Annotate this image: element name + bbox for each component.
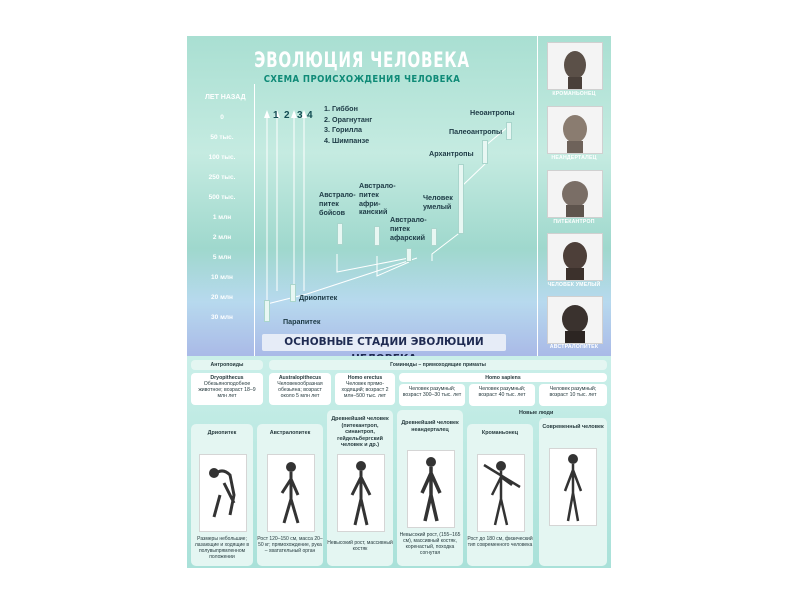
label-line: афри- [359,198,381,208]
portrait-caption: КРОМАНЬОНЕЦ [552,91,596,97]
time-tick: 500 тыс. [208,194,236,201]
africanus-label [359,182,396,217]
figure-image [199,454,247,532]
time-tick: 250 тыс. [208,174,236,181]
label-line: бойсов [319,207,346,217]
neanderthal-portrait [547,106,603,154]
column-title: Дриопитек [207,430,237,436]
portrait-caption: ЧЕЛОВЕК УМЕЛЫЙ [547,282,601,288]
homo-habilis-bar [431,228,437,246]
australopithecus-robustus-bar [337,223,343,245]
evolution-diagram [187,36,537,356]
homo-sapiens-header: Homo sapiens [399,373,607,382]
figure-image [267,454,315,532]
primate-number: 1 [273,110,279,121]
column-desc: Размеры небольшие; лазающие и ходящие в полувыпрямленном положении [194,536,250,560]
primate-number: 2 [284,110,290,121]
dryopithecus-stage [191,373,263,405]
time-tick: 5 млн [212,254,232,261]
stage-desc: Человек прямо-ходящий; возраст 2 млн–500 тыс. лет [341,381,389,399]
afarensis-label [390,216,427,242]
portrait-caption: АВСТРАЛОПИТЕК [549,344,599,350]
time-tick: 30 млн [211,314,233,321]
stage-name: Homo erectus [347,375,383,381]
homo-habilis-portrait [547,233,603,281]
column-desc: Невысокий рост, массивный костяк [327,540,393,552]
divider [537,36,538,356]
label-line: питек [390,223,410,233]
homo-habilis-label [423,194,453,212]
head-icon [548,107,602,153]
figure-image [407,450,455,528]
stage-column [397,410,463,566]
column-title: Современный человек [542,424,604,430]
stage-name: Dryopithecus [210,375,244,381]
australopithecus-figure-icon [268,455,314,531]
legend-item: 2. Орагнутанг [324,114,373,124]
archanthropes-bar [458,164,464,234]
portrait-caption: НЕАНДЕРТАЛЕЦ [551,155,597,161]
stage-column [257,424,323,566]
label-line: питек [359,189,379,199]
label-line: Человек [423,193,453,202]
column-title: Древнейший человек неандерталец [401,420,459,433]
sapiens-substage: Человек разумный; возраст 10 тыс. лет [539,384,607,406]
new-people-label: Новые люди [519,410,554,416]
column-desc: Рост 120–150 см, масса 20–50 кг; прямохождение, рука – хватательный орган [257,536,323,554]
homo-erectus-figure-icon [338,455,384,531]
stage-desc: Обезьяноподобное животное; возраст 18–9 млн лет [198,381,256,399]
ape-figure-icon [200,455,246,531]
legend-item: 3. Горилла [324,125,363,134]
column-desc: Рост до 180 см, физический тип современного человека [467,536,533,548]
cromagnon-figure-icon [478,455,524,531]
column-title: Австралопитек [269,430,311,436]
dryopithecus-label: Дриопитек [299,293,338,302]
neoanthropes-bar [506,122,512,140]
time-tick: 50 тыс. [210,134,234,141]
column-title: Древнейший человек (питекантроп, синантроп, гейдельбергский человек и др.) [331,416,389,448]
stage-column [539,418,607,566]
head-icon [548,171,602,217]
sapiens-substage: Человек разумный; возраст 300–30 тыс. лет [399,384,465,406]
label-line: питек [319,198,339,208]
sapiens-substage: Человек разумный; возраст 40 тыс. лет [469,384,535,406]
label-line: афарский [390,232,426,242]
stage-name: Australopithecus [278,375,322,381]
cromagnon-portrait [547,42,603,90]
time-tick: 10 млн [211,274,233,281]
label-line: Австрало- [359,181,396,190]
pithecanthropus-portrait [547,170,603,218]
evolution-poster [187,36,611,568]
australopithecus-stage [269,373,331,405]
head-icon [548,297,602,343]
legend-item: 4. Шимпанзе [324,135,370,145]
modern-human-figure-icon [550,449,596,525]
stage-column [327,410,393,566]
dryopithecus-bar [290,284,296,302]
anthropoids-header: Антропоиды [191,360,263,370]
australopithecus-africanus-bar [374,226,380,246]
australopithecus-afarensis-bar [406,248,412,262]
time-tick: 20 млн [211,294,233,301]
paleoanthropes-label: Палеоантропы [449,127,503,136]
column-desc: Невысокий рост, (155–165 см), массивный костяк, коренастый, походка согнутая [399,532,461,556]
figure-image [477,454,525,532]
robustus-label [319,191,356,217]
neanderthal-figure-icon [408,451,454,527]
stage-desc: Человекообразная обезьяна; возраст около 5 млн лет [277,381,323,399]
figure-image [549,448,597,526]
legend-item: 1. Гиббон [324,104,358,113]
time-tick: 2 млн [212,234,232,241]
australopithecus-portrait [547,296,603,344]
label-line: Австрало- [319,190,356,199]
parapithecus-label: Парапитек [283,317,321,326]
label-line: Австрало- [390,215,427,224]
poster-title: ЭВОЛЮЦИЯ ЧЕЛОВЕКА [254,48,470,72]
label-line: умелый [423,201,452,211]
primate-legend [324,104,372,146]
poster-subtitle: СХЕМА ПРОИСХОЖДЕНИЯ ЧЕЛОВЕКА [263,74,461,85]
head-icon [548,43,602,89]
hominids-header: Гоминиды – прямоходящие приматы [269,360,607,370]
portrait-caption: ПИТЕКАНТРОП [553,219,595,225]
column-title: Кроманьонец [481,430,519,436]
neoanthropes-label: Неоантропы [470,108,515,117]
primate-number: 3 [297,110,303,121]
stages-section [187,356,611,568]
homo-erectus-stage [335,373,395,405]
time-tick: 100 тыс. [208,154,236,161]
archanthropes-label: Архантропы [429,149,474,158]
stage-column [191,424,253,566]
stages-banner: ОСНОВНЫЕ СТАДИИ ЭВОЛЮЦИИ [262,334,506,351]
time-tick: 1 млн [212,214,232,221]
figure-image [337,454,385,532]
time-axis-label: ЛЕТ НАЗАД [205,94,246,101]
time-tick: 0 [220,114,224,121]
stage-column [467,424,533,566]
paleoanthropes-bar [482,140,488,164]
head-icon [548,234,602,280]
label-line: канский [359,207,388,217]
portrait-column [537,36,611,356]
primate-number: 4 [307,110,313,121]
parapithecus-bar [264,300,270,322]
